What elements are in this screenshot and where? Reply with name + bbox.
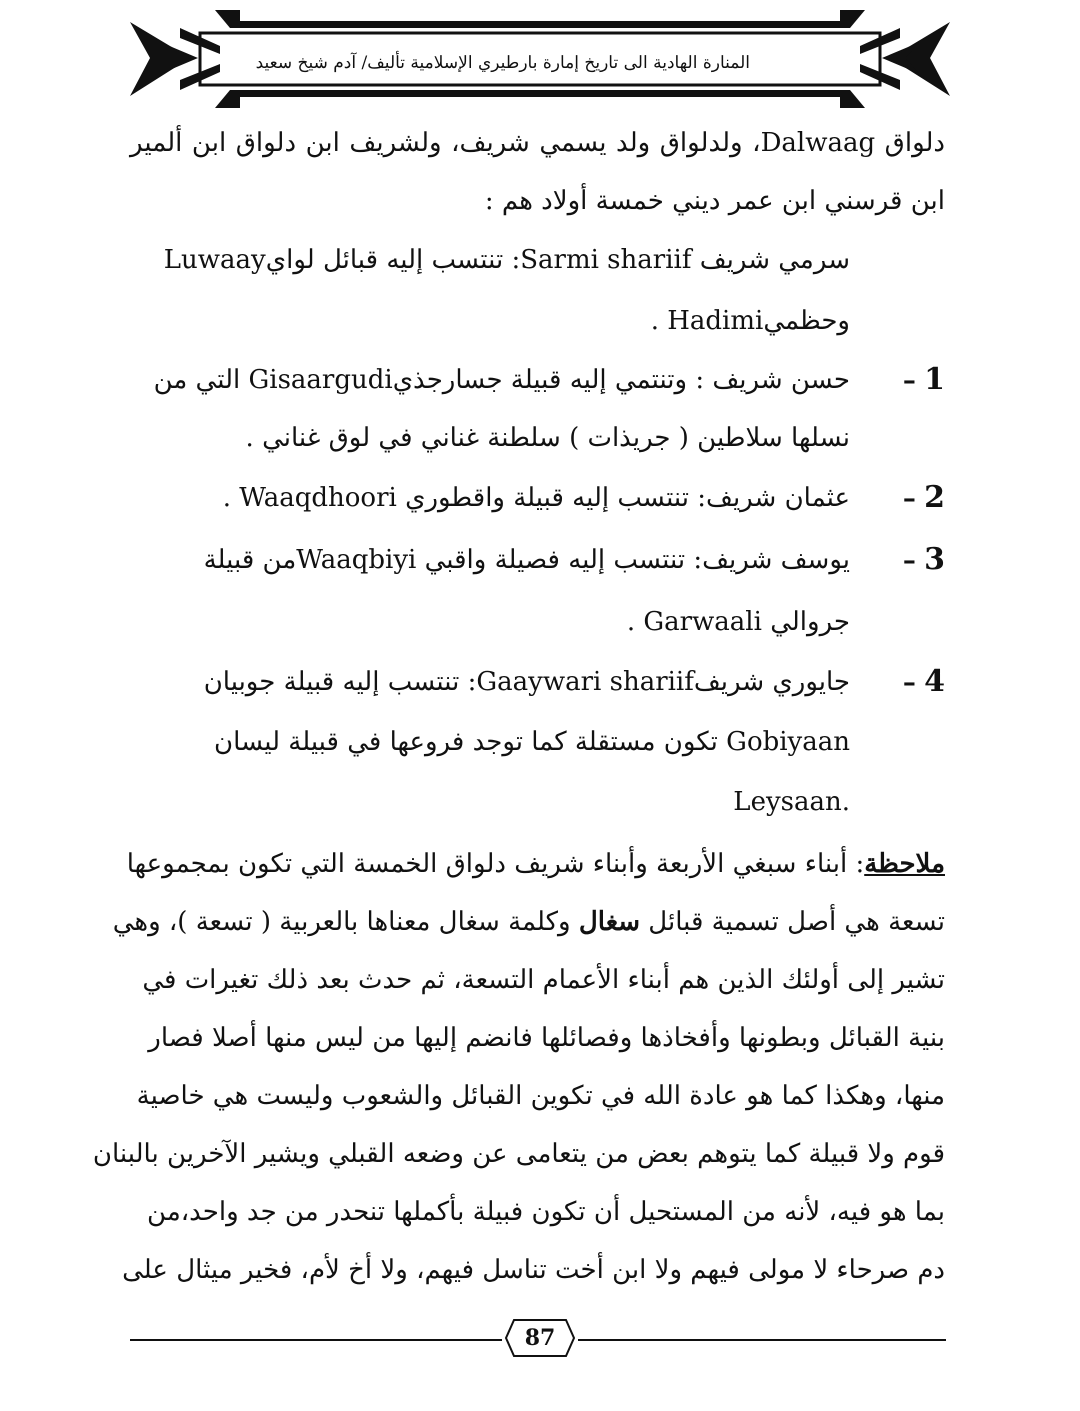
note-line: بما هو فيه، لأنه من المستحيل أن تكون فبيلة بأكملها تنحدر من جد واحد،من bbox=[147, 1197, 945, 1227]
list-item-marker bbox=[855, 662, 945, 702]
list-item-line: نسلها سلاطين ( جريذات ) سلطنة غناني في لوق غناني . bbox=[245, 423, 850, 453]
list-item-dash: – bbox=[902, 484, 916, 514]
note-line bbox=[126, 844, 945, 884]
list-item-line: حسن شريف : وتنتمي إليه قبيلة جسارجذيGisaargudi التي من bbox=[153, 365, 850, 395]
list-item-line: Gobiyaan تكون مستقلة كما توجد فروعها في قبيلة ليسان bbox=[214, 727, 850, 757]
note-text: : أبناء سبغي الأربعة وأبناء شريف دلواق الخمسة التي تكون بمجموعها bbox=[126, 849, 865, 879]
list-item-line: عثمان شريف: تنتسب إليه قبيلة واقطوري Waaqdhoori . bbox=[222, 483, 850, 513]
note-text: وكلمة سغال معناها بالعربية ( تسعة )، وهي bbox=[112, 907, 571, 937]
footer-rule-right bbox=[578, 1339, 946, 1341]
list-item-number: 2 bbox=[924, 480, 945, 515]
list-item-marker bbox=[855, 478, 945, 518]
running-header-title: المنارة الهادية الى تاريخ إمارة بارطيري الإسلامية تأليف/ آدم شيخ سعيد bbox=[255, 53, 750, 73]
note-label: ملاحظة bbox=[864, 849, 945, 879]
list-item-line: .Leysaan bbox=[733, 787, 850, 817]
page-number: 87 bbox=[524, 1325, 556, 1351]
paragraph-line: دلواق Dalwaag، ولدلواق ولد يسمي شريف، ولشريف ابن دلواق ابن ألمير bbox=[130, 128, 946, 158]
list-item-number: 1 bbox=[924, 362, 945, 397]
footer-rule-left bbox=[130, 1339, 502, 1341]
page-header bbox=[120, 6, 960, 112]
list-item-marker bbox=[855, 360, 945, 400]
list-item-number: 4 bbox=[924, 664, 945, 699]
list-item-number: 3 bbox=[924, 542, 945, 577]
list-item-dash: – bbox=[902, 366, 916, 396]
paragraph-line: ابن قرسني ابن عمر ديني خمسة أولاد هم : bbox=[484, 186, 945, 216]
note-line: قوم ولا قبيلة كما يتوهم بعض من يتعامى عن وضعه القبلي ويشير الآخرين بالبنان bbox=[92, 1139, 945, 1169]
note-line: دم صرحاء لا مولى فيهم ولا ابن أخت تناسل فيهم، ولا أخ لأم، فخير ميثال على bbox=[122, 1255, 945, 1285]
note-line: منها، وهكذا كما هو عادة الله في تكوين القبائل والشعوب وليست هي خاصية bbox=[136, 1081, 945, 1111]
note-text: تسعة هي أصل تسمية قبائل bbox=[648, 907, 945, 937]
list-item-dash: – bbox=[902, 668, 916, 698]
intro-item-line: وحظميHadimi . bbox=[650, 306, 850, 336]
note-line: تشير إلى أولئك الذين هم أبناء الأعمام التسعة، ثم حدث بعد ذلك تغيرات في bbox=[142, 965, 945, 995]
intro-item-line: سرمي شريف Sarmi shariif: تنتسب إليه قبائل لوايLuwaay bbox=[163, 245, 850, 275]
list-item-dash: – bbox=[902, 546, 916, 576]
list-item-marker bbox=[855, 540, 945, 580]
note-line bbox=[112, 902, 945, 942]
list-item-line: جايوري شريفGaaywari shariif: تنتسب إليه قبيلة جوبيان bbox=[203, 667, 850, 697]
list-item-line: يوسف شريف: تنتسب إليه فصيلة واقبي Waaqbiyiمن قبيلة bbox=[203, 545, 850, 575]
note-line: بنية القبائل وبطونها وأفخاذها وفصائلها فانضم إليها من ليس منها أصلا فصار bbox=[148, 1023, 945, 1053]
note-keyword: سغال bbox=[578, 907, 641, 937]
list-item-line: جروالي Garwaali . bbox=[626, 607, 850, 637]
